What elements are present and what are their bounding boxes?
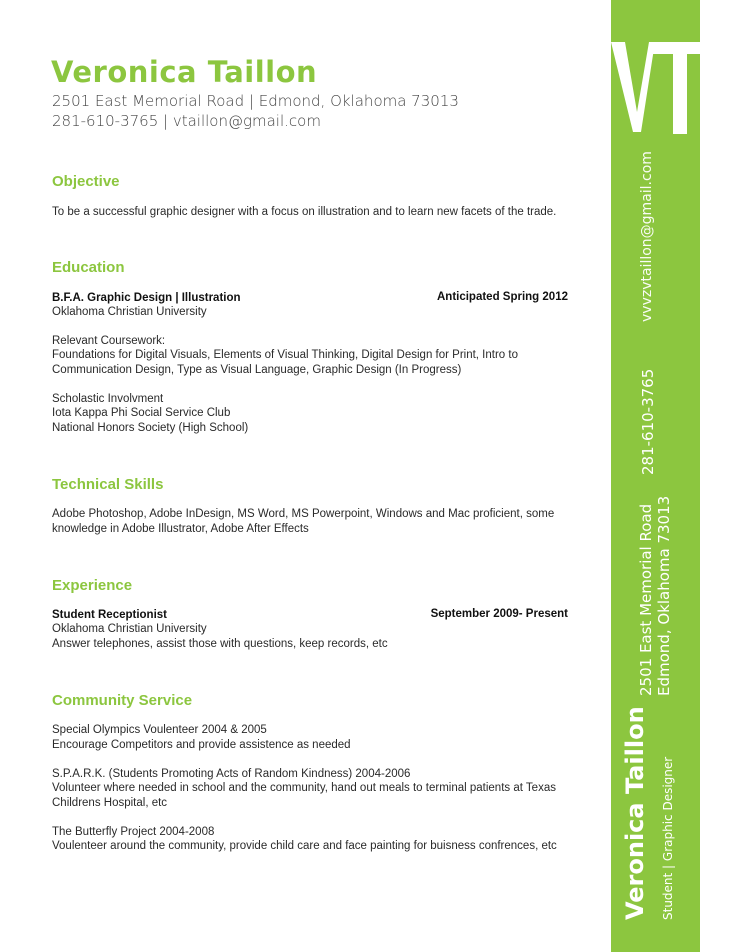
involvement-item: Iota Kappa Phi Social Service Club bbox=[52, 407, 231, 419]
education-date: Anticipated Spring 2012 bbox=[436, 291, 568, 303]
section-title-skills: Technical Skills bbox=[52, 476, 164, 493]
coursework-line-1: Foundations for Digital Visuals, Elements of Visual Thinking, Digital Design for Print, Intro to bbox=[52, 349, 518, 361]
page-title: Veronica Taillon bbox=[51, 55, 318, 89]
experience-date: September 2009- Present bbox=[430, 608, 568, 620]
skills-line-1: Adobe Photoshop, Adobe InDesign, MS Word, MS Powerpoint, Windows and Mac proficient, some bbox=[52, 508, 555, 520]
involvement-item: National Honors Society (High School) bbox=[52, 422, 249, 434]
experience-org: Oklahoma Christian University bbox=[52, 623, 207, 635]
section-title-education: Education bbox=[52, 259, 125, 276]
community-item-desc: Encourage Competitors and provide assistence as needed bbox=[52, 739, 351, 751]
community-item-title: S.P.A.R.K. (Students Promoting Acts of Random Kindness) 2004-2006 bbox=[52, 768, 411, 780]
education-school: Oklahoma Christian University bbox=[52, 306, 207, 318]
page-margin bbox=[700, 0, 736, 952]
experience-desc: Answer telephones, assist those with questions, keep records, etc bbox=[52, 638, 388, 650]
experience-role: Student Receptionist bbox=[52, 609, 168, 621]
community-item-desc: Voulenteer around the community, provide child care and face painting for buisness confrences, etc bbox=[52, 840, 557, 852]
vt-monogram-logo bbox=[611, 36, 700, 176]
header-address: 2501 East Memorial Road | Edmond, Oklahoma 73013 bbox=[52, 92, 459, 110]
community-item-title: The Butterfly Project 2004-2008 bbox=[52, 826, 215, 838]
involvement-label: Scholastic Involvment bbox=[52, 393, 164, 405]
sidebar-address-line-2: Edmond, Oklahoma 73013 bbox=[655, 495, 673, 696]
header-contact: 281-610-3765 | vtaillon@gmail.com bbox=[52, 112, 321, 130]
community-item-title: Special Olympics Voulenteer 2004 & 2005 bbox=[52, 724, 267, 736]
section-title-objective: Objective bbox=[52, 173, 120, 190]
education-degree: B.F.A. Graphic Design | Illustration bbox=[52, 292, 241, 304]
sidebar-subtitle: Student | Graphic Designer bbox=[661, 756, 675, 920]
sidebar-email: vvvzvtaillon@gmail.com bbox=[639, 151, 655, 322]
skills-line-2: knowledge in Adobe Illustrator, Adobe After Effects bbox=[52, 523, 309, 535]
coursework-line-2: Communication Design, Type as Visual Language, Graphic Design (In Progress) bbox=[52, 364, 462, 376]
sidebar bbox=[611, 0, 700, 952]
community-item-desc: Childrens Hospital, etc bbox=[52, 797, 168, 809]
community-item-desc: Volunteer where needed in school and the community, hand out meals to terminal patients at Texas bbox=[52, 782, 556, 794]
coursework-label: Relevant Coursework: bbox=[52, 335, 166, 347]
section-title-experience: Experience bbox=[52, 577, 133, 594]
objective-text: To be a successful graphic designer with a focus on illustration and to learn new facets of the trade. bbox=[52, 206, 557, 218]
section-title-community: Community Service bbox=[52, 692, 193, 709]
sidebar-phone: 281-610-3765 bbox=[639, 368, 657, 475]
sidebar-address-line-1: 2501 East Memorial Road bbox=[637, 503, 655, 696]
sidebar-name: Veronica Taillon bbox=[621, 706, 649, 920]
